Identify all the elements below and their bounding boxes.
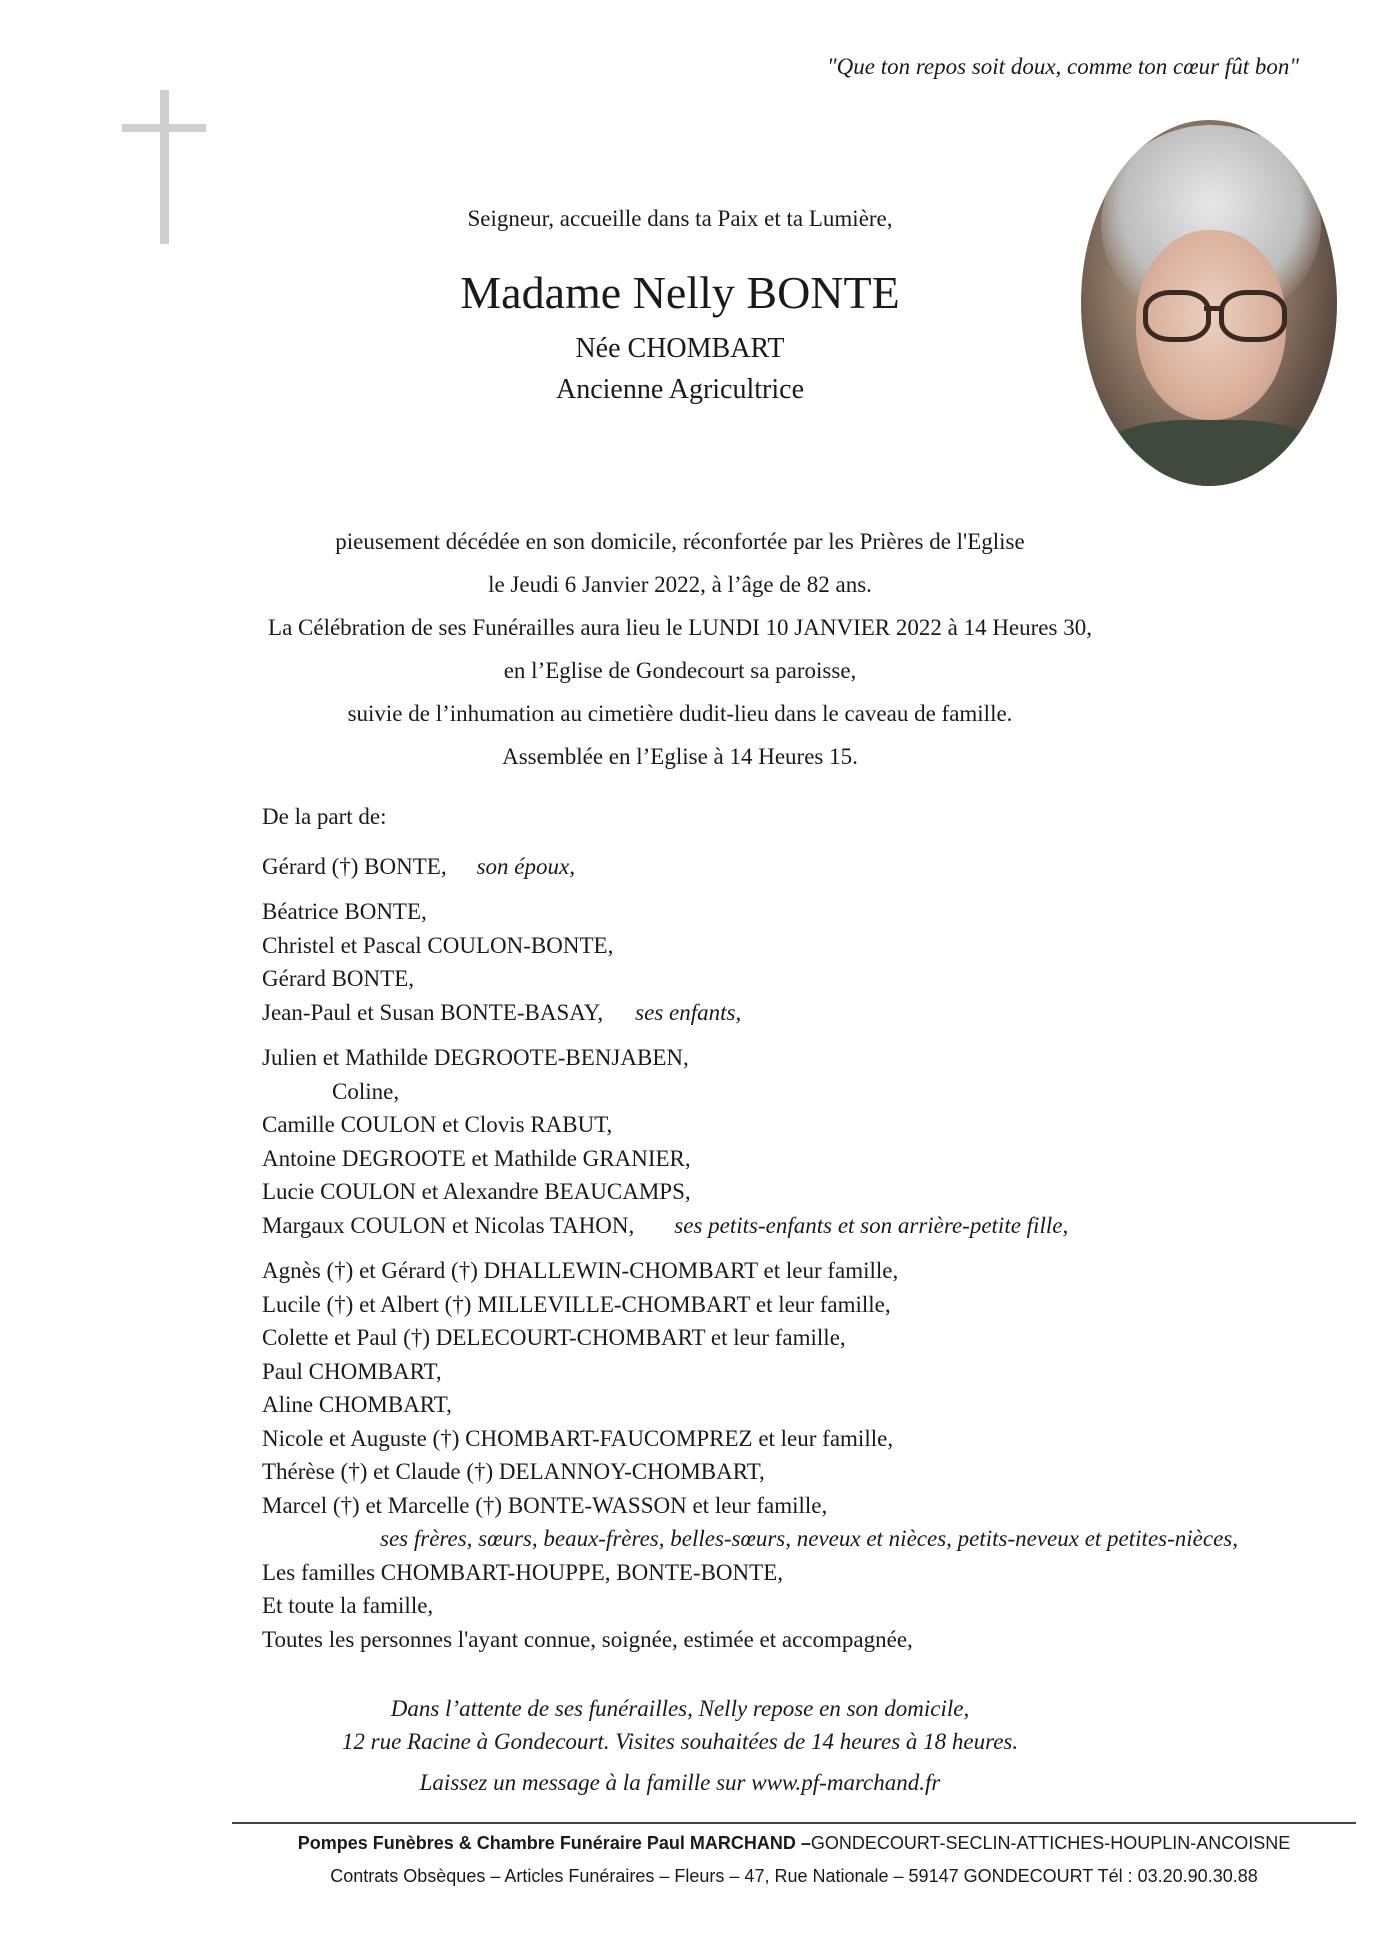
announcement (240, 520, 1120, 778)
grandchildren-role: ses petits-enfants et son arrière-petite fille, (674, 1212, 1069, 1238)
spouse-line (262, 850, 1238, 884)
children-last-line (262, 996, 1238, 1030)
spouse-name: Gérard (†) BONTE, (262, 853, 447, 879)
announcement-line: en l’Eglise de Gondecourt sa paroisse, (503, 658, 857, 683)
grandchild-name: Lucie COULON et Alexandre BEAUCAMPS, (262, 1179, 691, 1204)
sibling-name: Thérèse (†) et Claude (†) DELANNOY-CHOMBART, (262, 1459, 765, 1484)
child-name: Christel et Pascal COULON-BONTE, (262, 932, 614, 958)
sibling-name: Agnès (†) et Gérard (†) DHALLEWIN-CHOMBART et leur famille, (262, 1258, 899, 1283)
cross-horizontal-bar (122, 124, 206, 132)
footer-divider (232, 1822, 1356, 1824)
deceased-name: Madame Nelly BONTE (460, 267, 900, 318)
photo-glasses-right (1219, 290, 1287, 342)
announcement-line: le Jeudi 6 Janvier 2022, à l’âge de 82 ans. (488, 572, 872, 597)
message-notice: Laissez un message à la famille sur www.pf-marchand.fr (419, 1770, 941, 1795)
sibling-name: Colette et Paul (†) DELECOURT-CHOMBART et leur famille, (262, 1325, 846, 1350)
grandchild-name: Antoine DEGROOTE et Mathilde GRANIER, (262, 1145, 691, 1171)
viewing-notice-line2: 12 rue Racine à Gondecourt. Visites souhaitées de 14 heures à 18 heures. (341, 1729, 1019, 1754)
announcement-line: Assemblée en l’Eglise à 14 Heures 15. (502, 744, 858, 769)
grandchild-name: Julien et Mathilde DEGROOTE-BENJABEN, (262, 1045, 689, 1070)
sibling-name: Lucile (†) et Albert (†) MILLEVILLE-CHOMBART et leur famille, (262, 1291, 891, 1317)
footer-services: Contrats Obsèques – Articles Funéraires – Fleurs – 47, Rue Nationale – 59147 GONDECOURT Tél : 03.20.90.30.88 (330, 1866, 1258, 1886)
viewing-notice (240, 1692, 1120, 1758)
sibling-name: Aline CHOMBART, (262, 1392, 452, 1417)
child-name: Jean-Paul et Susan BONTE-BASAY, (262, 999, 604, 1025)
photo-glasses-left (1143, 290, 1211, 342)
footer-company (232, 1833, 1356, 1854)
siblings-role: ses frères, sœurs, beaux-frères, belles-sœurs, neveux et nièces, petits-neveux et petites-nièces, (380, 1526, 1238, 1551)
sibling-name: Marcel (†) et Marcelle (†) BONTE-WASSON et leur famille, (262, 1492, 828, 1518)
child-name: Béatrice BONTE, (262, 899, 427, 924)
announcement-line: La Célébration de ses Funérailles aura lieu le LUNDI 10 JANVIER 2022 à 14 Heures 30, (268, 615, 1092, 640)
announcement-line: pieusement décédée en son domicile, réconfortée par les Prières de l'Eglise (335, 529, 1025, 554)
grandchild-name: Margaux COULON et Nicolas TAHON, (262, 1212, 635, 1238)
footer-company-name: Pompes Funèbres & Chambre Funéraire Paul MARCHAND – (297, 1833, 811, 1853)
other-family-line: Toutes les personnes l'ayant connue, soignée, estimée et accompagnée, (262, 1626, 913, 1652)
grandchildren-last-line (262, 1209, 1238, 1243)
epigraph: "Que ton repos soit doux, comme ton cœur fût bon" (826, 54, 1299, 79)
intro-line: Seigneur, accueille dans ta Paix et ta Lumière, (467, 206, 893, 231)
from-label: De la part de: (262, 804, 387, 829)
cross-icon (122, 90, 206, 244)
portrait-photo (1081, 120, 1337, 486)
other-family-line: Et toute la famille, (262, 1593, 434, 1618)
family-list (262, 800, 1238, 1656)
announcement-line: suivie de l’inhumation au cimetière dudit-lieu dans le caveau de famille. (347, 701, 1013, 726)
sibling-name: Nicole et Auguste (†) CHOMBART-FAUCOMPREZ et leur famille, (262, 1425, 894, 1451)
child-name: Gérard BONTE, (262, 966, 415, 991)
cross-vertical-bar (160, 90, 169, 244)
profession: Ancienne Agricultrice (555, 374, 804, 405)
viewing-notice-line1: Dans l’attente de ses funérailles, Nelly repose en son domicile, (390, 1696, 970, 1721)
grandchild-name: Coline, (332, 1078, 400, 1104)
other-family-line: Les familles CHOMBART-HOUPPE, BONTE-BONTE, (262, 1559, 784, 1585)
sibling-name: Paul CHOMBART, (262, 1358, 442, 1384)
spouse-role: son époux, (476, 853, 575, 879)
footer-towns: GONDECOURT-SECLIN-ATTICHES-HOUPLIN-ANCOISNE (810, 1833, 1291, 1853)
maiden-name: Née CHOMBART (575, 333, 785, 364)
photo-body (1091, 420, 1331, 486)
photo-glasses-bridge (1204, 306, 1224, 311)
grandchild-name: Camille COULON et Clovis RABUT, (262, 1112, 613, 1137)
children-role: ses enfants, (635, 999, 742, 1025)
